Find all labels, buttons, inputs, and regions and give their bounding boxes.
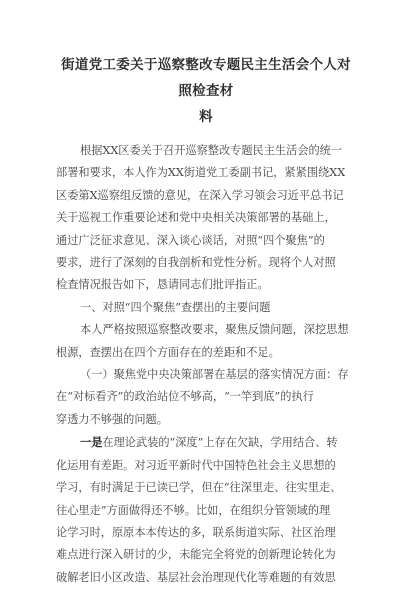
point-lead: 一是 [80, 435, 103, 450]
subsection-paragraph: （一）聚焦党中央决策部署在基层的落实情况方面：存 在“对标看齐”的政治站位不够高，“一竿到底”的执行 穿透力不够强的问题。 [56, 368, 349, 426]
intro-paragraph: 根据XX区委关于召开巡察整改专题民主生活会的统一 部署和要求，本人作为XX街道党工委副书记，紧紧围绕XX 区委第X巡察组反馈的意见，在深入学习领会习近平总书记 关于巡视工作重要论述和党中央相关决策部署的基础上， 通过广泛征求意见、深入谈心谈话，对照“四个聚焦”的 要求，进行了深刻的自我剖析和党性分析。现将个人对照 检查情况报告如下，恳请同志们批评指正。 [56, 144, 346, 292]
section-intro-paragraph: 本人严格按照巡察整改要求，聚焦反馈问题，深挖思想 根源，查摆出在四个方面存在的差距和不足。 [56, 323, 349, 359]
section-heading: 一、对照“四个聚焦”查摆出的主要问题 [80, 300, 271, 314]
document-title [56, 52, 356, 130]
document-body [56, 140, 356, 589]
point-one-paragraph: 一是在理论武装的“深度”上存在欠缺，学用结合、转 化运用有差距。对习近平新时代中国特色社会主义思想的 学习，有时满足于已读已学，但在“往深里走、往实里走、 往心里走”方面做得还不够。比如，在组织分管领域的理 论学习时，原原本本传达的多，联系街道实际、社区治理 难点进行深入研讨的少，未能完全将党的创新理论转化为 破解老旧小区改造、基层社会治理现代化等难题的有效思 [56, 435, 342, 584]
title-line: 街道党工委关于巡察整改专题民主生活会个人对照检查材 [61, 57, 351, 99]
title-line: 料 [199, 109, 213, 125]
